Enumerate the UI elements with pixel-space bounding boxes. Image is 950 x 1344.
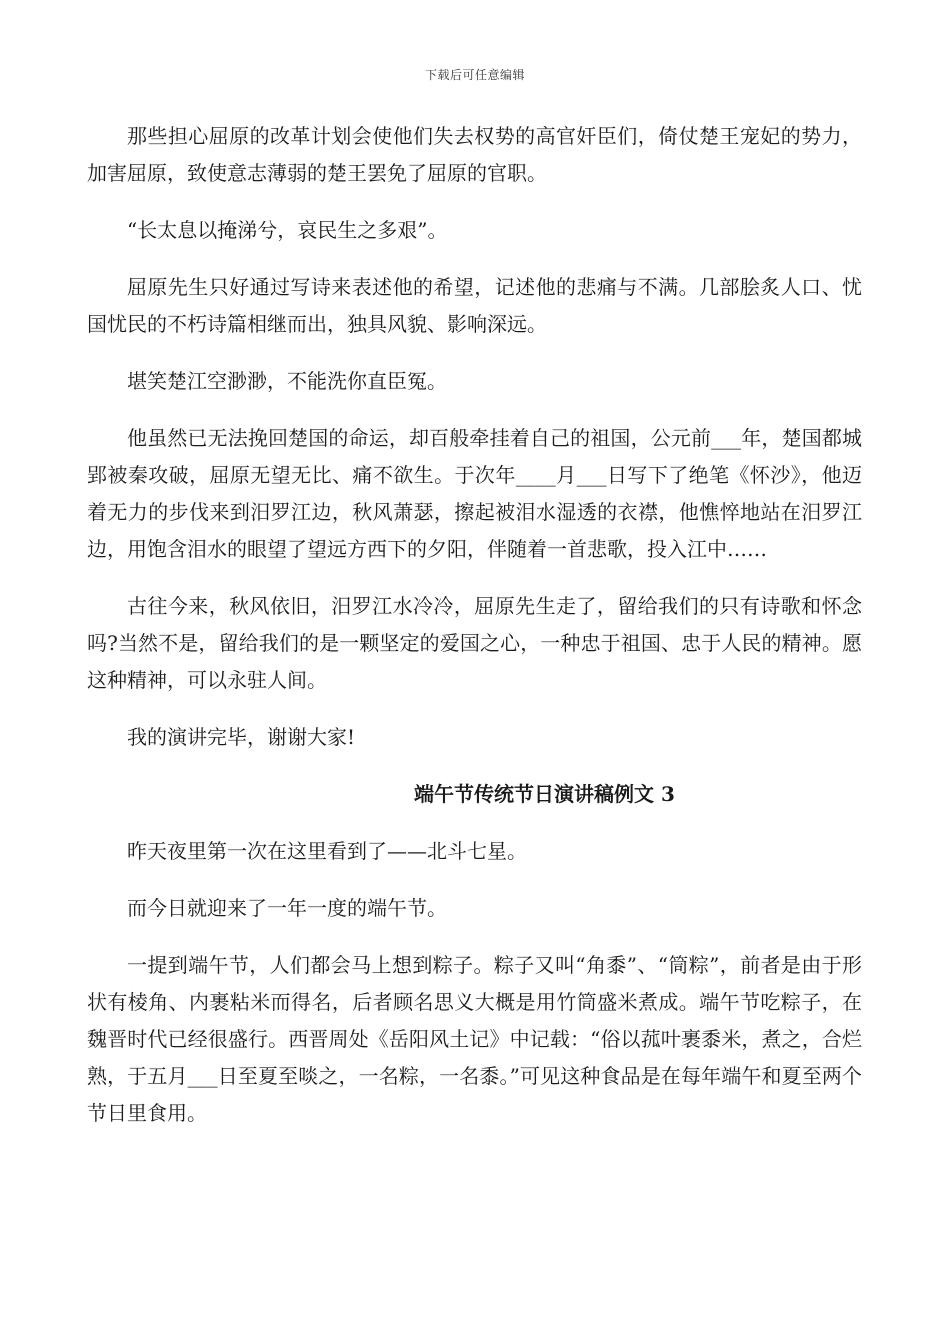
paragraph: “长太息以掩涕兮，哀民生之多艰”。 (127, 218, 448, 242)
paragraph: 我的演讲完毕，谢谢大家! (127, 725, 356, 749)
paragraph: 堪笑楚江空渺渺，不能洗你直臣冤。 (127, 369, 447, 393)
paragraph: 他虽然已无法挽回楚国的命运，却百般牵挂着自己的祖国，公元前___年，楚国都城郢被秦攻破，屈原无望无比、痛不欲生。于次年____月___日写下了绝笔《怀沙》，他迈着无力的步伐来到汨罗江边，秋风萧瑟，擦起被泪水湿透的衣襟，他憔悴地站在汨罗江边，用饱含泪水的眼望了望远方西下的夕阳，伴随着一首悲歌，投入江中…… (87, 426, 862, 561)
page-header: 下载后可任意编辑 (424, 68, 525, 82)
paragraph: 一提到端午节，人们都会马上想到粽子。粽子又叫“角黍”、“筒粽”，前者是由于形状有棱角、内裹粘米而得名，后者顾名思义大概是用竹筒盛米煮成。端午节吃粽子，在魏晋时代已经很盛行。西晋周处《岳阳风土记》中记载：“俗以菰叶裹黍米，煮之，合烂熟，于五月___日至夏至啖之，一名粽，一名黍。”可见这种食品是在每年端午和夏至两个节日里食用。 (87, 953, 862, 1125)
paragraph: 屈原先生只好通过写诗来表述他的希望，记述他的悲痛与不满。几部脍炙人口、忧国忧民的不朽诗篇相继而出，独具风貌、影响深远。 (87, 275, 862, 336)
paragraph: 古往今来，秋风依旧，汨罗江水冷冷，屈原先生走了，留给我们的只有诗歌和怀念吗?当然不是，留给我们的是一颗坚定的爱国之心，一种忠于祖国、忠于人民的精神。愿这种精神，可以永驻人间。 (87, 594, 862, 692)
section-heading: 端午节传统节日演讲稿例文 3 (414, 782, 675, 806)
paragraph: 昨天夜里第一次在这里看到了——北斗七星。 (127, 839, 527, 863)
paragraph: 那些担心屈原的改革计划会使他们失去权势的高官奸臣们，倚仗楚王宠妃的势力，加害屈原，致使意志薄弱的楚王罢免了屈原的官职。 (87, 124, 862, 185)
paragraph: 而今日就迎来了一年一度的端午节。 (127, 896, 447, 920)
document-body (87, 118, 862, 1152)
